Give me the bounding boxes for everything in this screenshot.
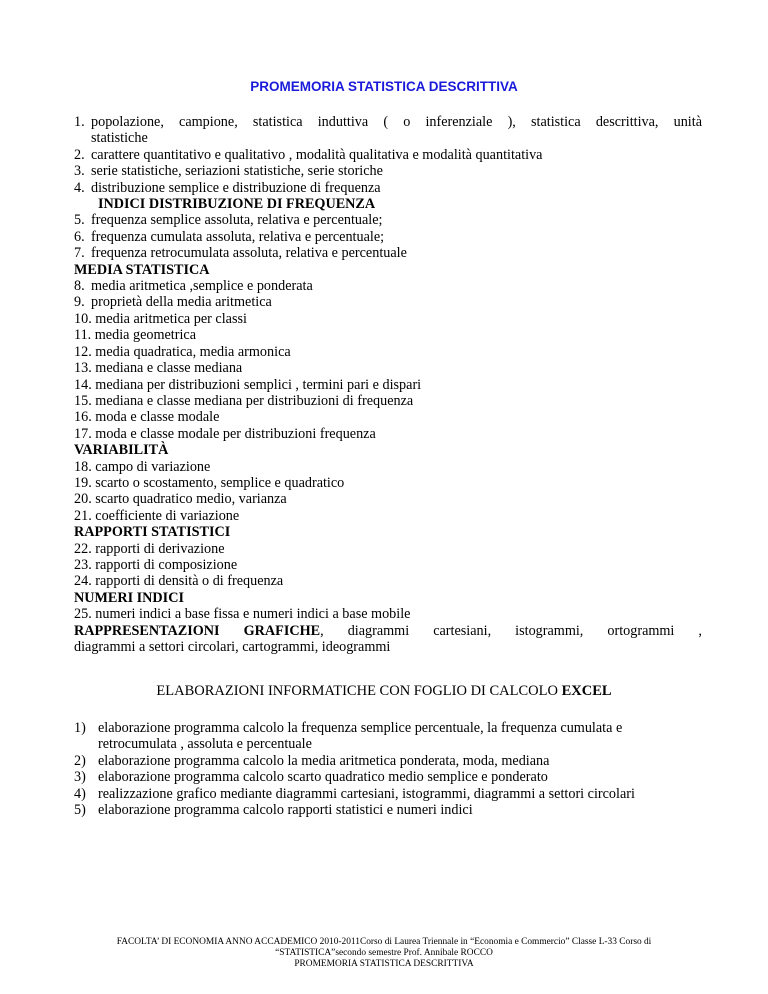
item-number: 4.	[74, 179, 85, 196]
excel-title-text: ELABORAZIONI INFORMATICHE CON FOGLIO DI CALCOLO	[156, 683, 562, 699]
item-text: rapporti di densità o di frequenza	[95, 573, 284, 590]
list-item	[74, 786, 702, 802]
item-text: media aritmetica per classi	[95, 310, 247, 327]
item-number: 20.	[74, 491, 92, 508]
item-number: 14.	[74, 376, 92, 393]
list-item	[74, 459, 702, 475]
item-text-continued: statistiche	[91, 130, 148, 147]
section-heading-media: MEDIA STATISTICA	[74, 261, 210, 278]
item-number: 1)	[74, 720, 86, 736]
item-text: proprietà della media aritmetica	[91, 294, 272, 311]
item-number: 25.	[74, 606, 92, 623]
list-item	[74, 377, 702, 393]
item-text: scarto o scostamento, semplice e quadratico	[95, 474, 345, 491]
list-item	[74, 360, 702, 376]
item-number: 11.	[74, 327, 92, 344]
item-text: frequenza cumulata assoluta, relativa e percentuale;	[91, 228, 385, 245]
item-number: 8.	[74, 278, 85, 295]
item-number: 23.	[74, 556, 92, 573]
list-item	[74, 409, 702, 425]
item-text: media geometrica	[94, 327, 196, 344]
list-item	[74, 720, 702, 753]
list-item	[74, 327, 702, 343]
item-number: 9.	[74, 294, 85, 311]
page-title: PROMEMORIA STATISTICA DESCRITTIVA	[250, 79, 518, 94]
item-number: 2)	[74, 752, 86, 769]
item-number: 18.	[74, 458, 92, 475]
item-number: 16.	[74, 409, 92, 426]
list-item	[74, 180, 702, 196]
list-item	[74, 147, 702, 163]
list-item	[74, 573, 702, 589]
footer-line-2: “STATISTICA”secondo semestre Prof. Annibale ROCCO	[275, 948, 493, 958]
list-item	[74, 344, 702, 360]
item-text: moda e classe modale	[95, 409, 220, 426]
item-text: mediana per distribuzioni semplici , termini pari e dispari	[95, 376, 422, 393]
item-text: elaborazione programma calcolo la media aritmetica ponderata, moda, mediana	[98, 752, 550, 769]
item-number: 24.	[74, 573, 92, 590]
item-number: 1.	[74, 114, 85, 130]
item-text: coefficiente di variazione	[95, 507, 240, 524]
item-text: media aritmetica ,semplice e ponderata	[91, 278, 313, 295]
item-number: 13.	[74, 360, 92, 377]
item-text: distribuzione semplice e distribuzione di frequenza	[91, 179, 381, 196]
list-item	[74, 212, 702, 228]
list-item	[74, 753, 702, 769]
item-number: 3.	[74, 163, 85, 180]
item-number: 10.	[74, 310, 92, 327]
list-item	[74, 557, 702, 573]
excel-title-bold: EXCEL	[561, 683, 612, 699]
list-item	[74, 393, 702, 409]
rappresentazioni-line	[74, 623, 702, 639]
list-item	[74, 294, 702, 310]
item-number: 5.	[74, 212, 85, 229]
item-number: 4)	[74, 785, 86, 802]
list-item	[74, 769, 702, 785]
list-item	[74, 245, 702, 261]
rappresentazioni-text: , diagrammi cartesiani, istogrammi, ortogrammi ,	[320, 622, 702, 639]
section-heading-variabilita: VARIABILITÀ	[74, 442, 169, 459]
item-text: elaborazione programma calcolo rapporti statistici e numeri indici	[98, 802, 473, 819]
item-text: numeri indici a base fissa e numeri indici a base mobile	[95, 606, 411, 623]
list-item	[74, 163, 702, 179]
item-text: rapporti di derivazione	[95, 540, 225, 557]
item-text: mediana e classe mediana	[95, 360, 243, 377]
item-text: carattere quantitativo e qualitativo , modalità qualitativa e modalità quantitativa	[91, 146, 543, 163]
item-number: 21.	[74, 507, 92, 524]
item-text: mediana e classe mediana per distribuzioni di frequenza	[95, 392, 414, 409]
list-item	[74, 606, 702, 622]
item-text: elaborazione programma calcolo scarto quadratico medio semplice e ponderato	[98, 769, 548, 786]
item-text: campo di variazione	[95, 458, 211, 475]
item-text: popolazione, campione, statistica induttiva ( o inferenziale ), statistica descrittiva, unità	[91, 114, 702, 130]
item-text: scarto quadratico medio, varianza	[95, 491, 287, 508]
item-number: 6.	[74, 228, 85, 245]
page-footer	[0, 937, 768, 970]
list-item	[74, 229, 702, 245]
rappresentazioni-line-2: diagrammi a settori circolari, cartogrammi, ideogrammi	[74, 639, 391, 655]
list-item	[74, 475, 702, 491]
item-number: 15.	[74, 392, 92, 409]
item-text: realizzazione grafico mediante diagrammi cartesiani, istogrammi, diagrammi a settori circolari	[98, 785, 635, 802]
item-number: 17.	[74, 425, 92, 442]
item-text: elaborazione programma calcolo la frequenza semplice percentuale, la frequenza cumulata e retrocumulata , assoluta e percentuale	[98, 720, 623, 753]
item-number: 5)	[74, 802, 86, 819]
item-number: 19.	[74, 474, 92, 491]
item-number: 12.	[74, 343, 92, 360]
topic-list	[74, 114, 702, 655]
rappresentazioni-heading: RAPPRESENTAZIONI GRAFICHE	[74, 622, 321, 639]
item-number: 2.	[74, 146, 85, 163]
item-number: 3)	[74, 769, 86, 786]
list-item	[74, 311, 702, 327]
excel-section-title	[0, 683, 768, 700]
section-heading-rapporti: RAPPORTI STATISTICI	[74, 524, 231, 541]
item-number: 7.	[74, 245, 85, 262]
item-text: media quadratica, media armonica	[95, 343, 291, 360]
item-text: moda e classe modale per distribuzioni frequenza	[95, 425, 376, 442]
excel-list	[74, 720, 702, 818]
list-item	[74, 802, 702, 818]
footer-line-3: PROMEMORIA STATISTICA DESCRITTIVA	[294, 959, 474, 969]
item-text: frequenza semplice assoluta, relativa e percentuale;	[91, 212, 383, 229]
section-heading-indici: INDICI DISTRIBUZIONE DI FREQUENZA	[98, 196, 376, 213]
list-item	[74, 508, 702, 524]
section-heading-numeri-indici: NUMERI INDICI	[74, 589, 184, 606]
list-item	[74, 541, 702, 557]
list-item	[74, 114, 702, 147]
list-item	[74, 278, 702, 294]
footer-line-1: FACOLTA’ DI ECONOMIA ANNO ACCADEMICO 2010-2011Corso di Laurea Triennale in “Economia e Commercio” Classe L-33 Corso di	[116, 937, 652, 947]
item-text: rapporti di composizione	[95, 556, 238, 573]
list-item	[74, 426, 702, 442]
item-text: frequenza retrocumulata assoluta, relativa e percentuale	[91, 245, 407, 262]
item-text: serie statistiche, seriazioni statistiche, serie storiche	[91, 163, 383, 180]
list-item	[74, 491, 702, 507]
item-number: 22.	[74, 540, 92, 557]
